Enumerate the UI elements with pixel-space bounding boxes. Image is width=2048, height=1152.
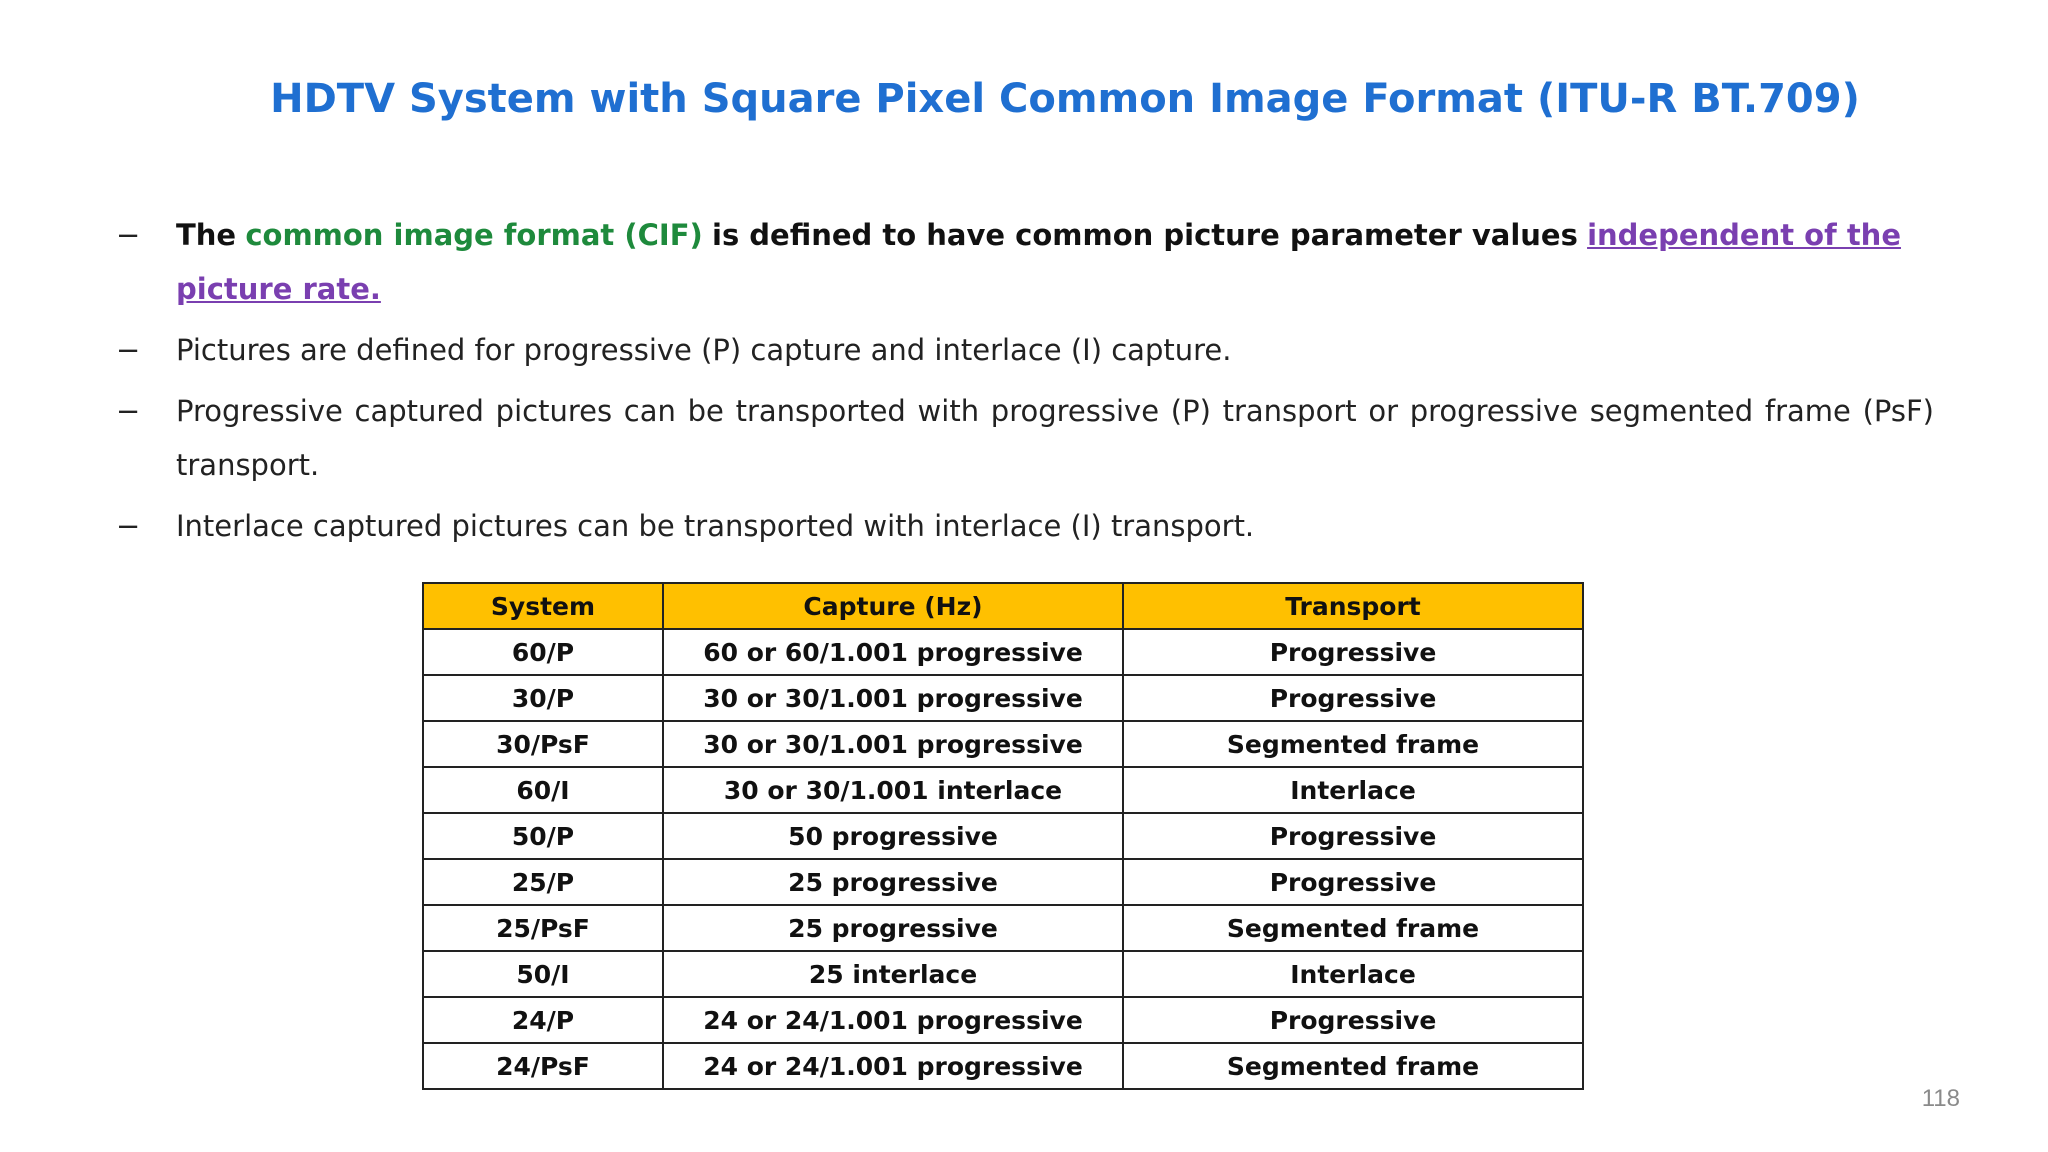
table-row <box>423 859 1583 905</box>
cell-capture: 60 or 60/1.001 progressive <box>663 629 1123 675</box>
bullet-middle: is defined to have common picture parameter values <box>712 218 1578 252</box>
table-row <box>423 1043 1583 1089</box>
slide-title: HDTV System with Square Pixel Common Image Format (ITU-R BT.709) <box>270 76 1860 122</box>
cell-transport: Segmented frame <box>1123 1043 1583 1089</box>
bullet-dash: − <box>116 509 141 543</box>
bullet-dash: − <box>116 394 141 428</box>
header-transport: Transport <box>1123 583 1583 629</box>
cell-transport: Interlace <box>1123 767 1583 813</box>
bullet-item <box>116 499 1934 553</box>
cell-transport: Progressive <box>1123 629 1583 675</box>
cell-capture: 30 or 30/1.001 progressive <box>663 721 1123 767</box>
page-number: 118 <box>1921 1085 1960 1112</box>
cell-capture: 25 progressive <box>663 859 1123 905</box>
table-row <box>423 997 1583 1043</box>
cell-transport: Progressive <box>1123 675 1583 721</box>
cell-system: 60/I <box>423 767 663 813</box>
cell-transport: Progressive <box>1123 859 1583 905</box>
cell-system: 30/PsF <box>423 721 663 767</box>
bullet-list <box>116 208 1934 560</box>
bullet-dash: − <box>116 218 141 252</box>
cell-system: 60/P <box>423 629 663 675</box>
bullet-text: Progressive captured pictures can be transported with progressive (P) transport or progressive segmented frame (PsF) transport. <box>176 394 1934 482</box>
cell-transport: Progressive <box>1123 813 1583 859</box>
format-table <box>422 582 1584 1090</box>
bullet-item <box>116 384 1934 492</box>
cell-capture: 30 or 30/1.001 interlace <box>663 767 1123 813</box>
cell-system: 24/PsF <box>423 1043 663 1089</box>
cell-system: 50/P <box>423 813 663 859</box>
bullet-text: Interlace captured pictures can be transported with interlace (I) transport. <box>176 509 1255 543</box>
bullet-item <box>116 323 1934 377</box>
bullet-item <box>116 208 1934 316</box>
header-capture: Capture (Hz) <box>663 583 1123 629</box>
table-row <box>423 721 1583 767</box>
cell-capture: 25 progressive <box>663 905 1123 951</box>
cell-transport: Interlace <box>1123 951 1583 997</box>
table-row <box>423 813 1583 859</box>
header-system: System <box>423 583 663 629</box>
cell-system: 24/P <box>423 997 663 1043</box>
cell-system: 25/P <box>423 859 663 905</box>
cell-capture: 24 or 24/1.001 progressive <box>663 997 1123 1043</box>
cell-capture: 50 progressive <box>663 813 1123 859</box>
table-row <box>423 951 1583 997</box>
cell-transport: Progressive <box>1123 997 1583 1043</box>
cell-transport: Segmented frame <box>1123 905 1583 951</box>
cif-highlight: common image format (CIF) <box>245 218 703 252</box>
table-header-row <box>423 583 1583 629</box>
cell-system: 30/P <box>423 675 663 721</box>
cell-system: 25/PsF <box>423 905 663 951</box>
table-row <box>423 675 1583 721</box>
cell-transport: Segmented frame <box>1123 721 1583 767</box>
bullet-text: Pictures are defined for progressive (P) capture and interlace (I) capture. <box>176 333 1232 367</box>
table-row <box>423 905 1583 951</box>
picture-rate-link[interactable]: independent of the picture rate. <box>176 218 1901 306</box>
bullet-lead: The <box>176 218 237 252</box>
cell-system: 50/I <box>423 951 663 997</box>
table-row <box>423 629 1583 675</box>
bullet-dash: − <box>116 333 141 367</box>
table-row <box>423 767 1583 813</box>
cell-capture: 24 or 24/1.001 progressive <box>663 1043 1123 1089</box>
cell-capture: 25 interlace <box>663 951 1123 997</box>
cell-capture: 30 or 30/1.001 progressive <box>663 675 1123 721</box>
